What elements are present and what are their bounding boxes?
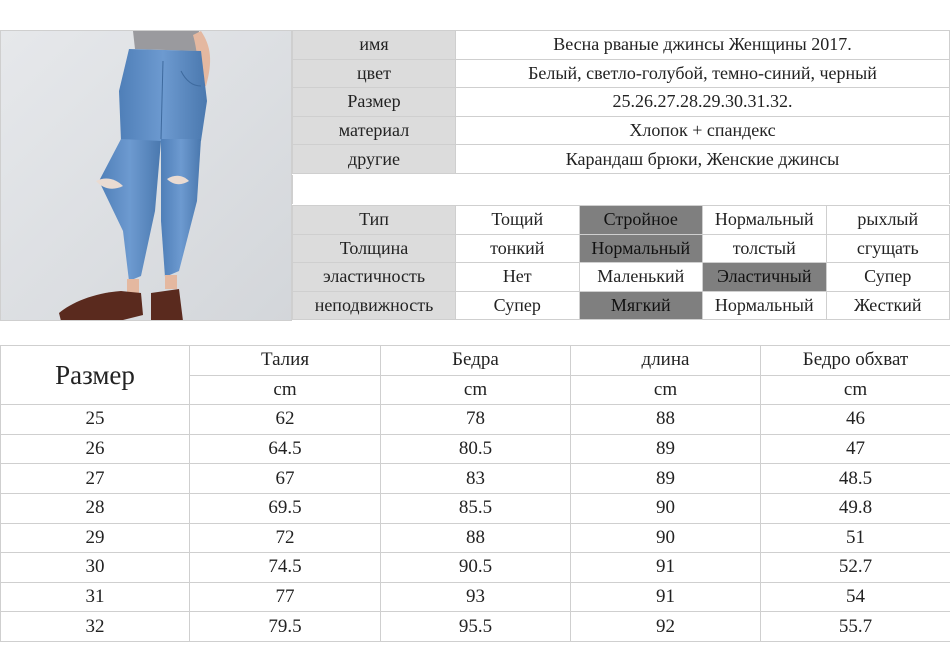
size-row — [1, 523, 950, 553]
measure-value: 47 — [761, 434, 950, 464]
info-value: Весна рваные джинсы Женщины 2017. — [456, 31, 950, 60]
measure-value: 91 — [571, 553, 761, 583]
property-option: Нормальный — [703, 291, 827, 320]
measure-value: 49.8 — [761, 493, 950, 523]
info-row — [293, 59, 950, 88]
property-label: Толщина — [293, 234, 456, 263]
measure-value: 92 — [571, 612, 761, 642]
property-row — [293, 206, 950, 235]
property-option: тонкий — [456, 234, 580, 263]
property-option: сгущать — [826, 234, 950, 263]
unit-label: cm — [761, 375, 950, 405]
measure-value: 83 — [381, 464, 571, 494]
measure-value: 79.5 — [190, 612, 381, 642]
product-properties-table — [292, 205, 950, 320]
property-option: рыхлый — [826, 206, 950, 235]
property-option: Нет — [456, 263, 580, 292]
property-row — [293, 263, 950, 292]
property-row — [293, 291, 950, 320]
info-value: Белый, светло-голубой, темно-синий, черный — [456, 59, 950, 88]
size-row — [1, 464, 950, 494]
size-row — [1, 553, 950, 583]
property-row — [293, 234, 950, 263]
size-value: 27 — [1, 464, 190, 494]
info-label: материал — [293, 116, 456, 145]
measure-value: 48.5 — [761, 464, 950, 494]
size-value: 26 — [1, 434, 190, 464]
measure-value: 74.5 — [190, 553, 381, 583]
info-row — [293, 116, 950, 145]
measure-value: 90 — [571, 523, 761, 553]
size-header-row — [1, 346, 950, 376]
measure-column-header: Бедро обхват — [761, 346, 950, 376]
measure-value: 46 — [761, 405, 950, 435]
measure-value: 52.7 — [761, 553, 950, 583]
unit-label: cm — [190, 375, 381, 405]
measure-value: 72 — [190, 523, 381, 553]
property-option-selected: Мягкий — [579, 291, 703, 320]
info-row — [293, 31, 950, 60]
size-row — [1, 582, 950, 612]
measure-value: 91 — [571, 582, 761, 612]
info-label: цвет — [293, 59, 456, 88]
size-value: 32 — [1, 612, 190, 642]
property-option: толстый — [703, 234, 827, 263]
info-label: Размер — [293, 88, 456, 117]
product-spec-section — [0, 30, 950, 321]
property-label: эластичность — [293, 263, 456, 292]
size-row — [1, 434, 950, 464]
unit-label: cm — [381, 375, 571, 405]
unit-label: cm — [571, 375, 761, 405]
product-photo — [0, 30, 292, 321]
measure-column-header: Бедра — [381, 346, 571, 376]
property-label: Тип — [293, 206, 456, 235]
info-label: другие — [293, 145, 456, 174]
property-label: неподвижность — [293, 291, 456, 320]
measure-column-header: Талия — [190, 346, 381, 376]
property-option-selected: Стройное — [579, 206, 703, 235]
measure-value: 90 — [571, 493, 761, 523]
measure-value: 88 — [571, 405, 761, 435]
product-info-table — [292, 30, 950, 174]
size-value: 31 — [1, 582, 190, 612]
measure-value: 69.5 — [190, 493, 381, 523]
measure-value: 85.5 — [381, 493, 571, 523]
size-row — [1, 493, 950, 523]
measure-value: 88 — [381, 523, 571, 553]
table-spacer — [292, 175, 950, 204]
property-option: Жесткий — [826, 291, 950, 320]
measure-value: 55.7 — [761, 612, 950, 642]
property-option: Супер — [826, 263, 950, 292]
info-row — [293, 145, 950, 174]
measure-value: 54 — [761, 582, 950, 612]
jeans-model-image — [1, 31, 292, 321]
measure-value: 64.5 — [190, 434, 381, 464]
info-value: 25.26.27.28.29.30.31.32. — [456, 88, 950, 117]
property-option: Маленький — [579, 263, 703, 292]
measure-value: 77 — [190, 582, 381, 612]
property-option-selected: Эластичный — [703, 263, 827, 292]
property-option: Нормальный — [703, 206, 827, 235]
measure-value: 62 — [190, 405, 381, 435]
property-option-selected: Нормальный — [579, 234, 703, 263]
size-value: 25 — [1, 405, 190, 435]
measure-column-header: длина — [571, 346, 761, 376]
property-option: Супер — [456, 291, 580, 320]
measure-value: 78 — [381, 405, 571, 435]
info-row — [293, 88, 950, 117]
measure-value: 89 — [571, 464, 761, 494]
measure-value: 95.5 — [381, 612, 571, 642]
size-chart-table — [0, 345, 950, 642]
size-row — [1, 612, 950, 642]
size-value: 29 — [1, 523, 190, 553]
size-value: 28 — [1, 493, 190, 523]
info-value: Хлопок + спандекс — [456, 116, 950, 145]
measure-value: 51 — [761, 523, 950, 553]
measure-value: 80.5 — [381, 434, 571, 464]
size-value: 30 — [1, 553, 190, 583]
size-column-header: Размер — [1, 346, 190, 405]
info-label: имя — [293, 31, 456, 60]
measure-value: 89 — [571, 434, 761, 464]
measure-value: 90.5 — [381, 553, 571, 583]
info-value: Карандаш брюки, Женские джинсы — [456, 145, 950, 174]
size-row — [1, 405, 950, 435]
property-option: Тощий — [456, 206, 580, 235]
measure-value: 67 — [190, 464, 381, 494]
measure-value: 93 — [381, 582, 571, 612]
